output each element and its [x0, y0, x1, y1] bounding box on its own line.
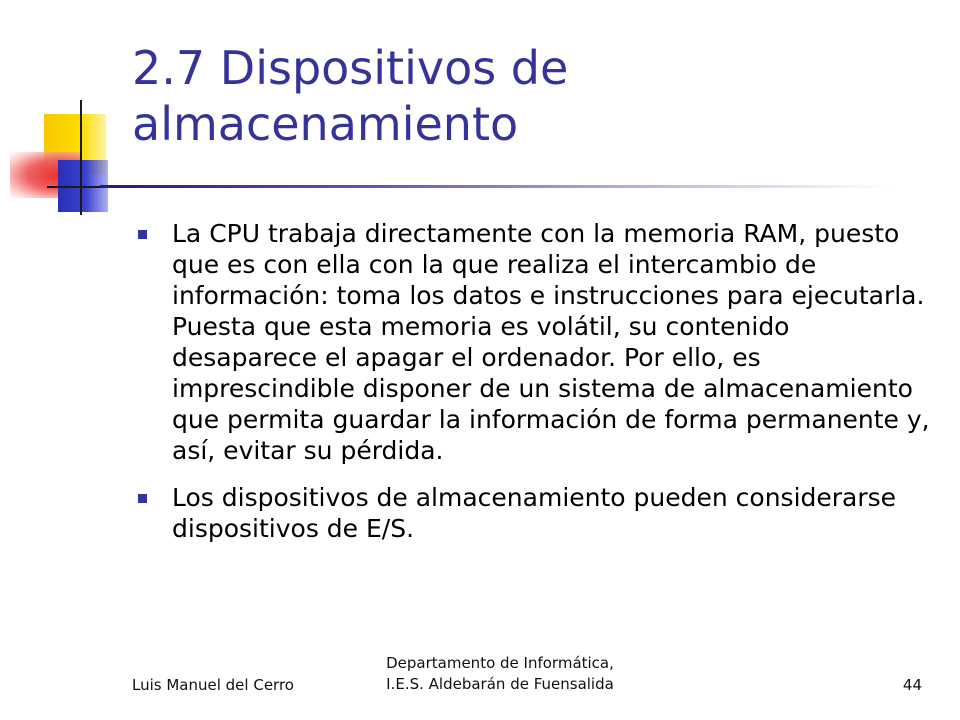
title-divider — [100, 185, 890, 188]
square-bullet-icon — [138, 494, 147, 503]
bullet-text: Los dispositivos de almacenamiento pueden considerarse dispositivos de E/S. — [172, 483, 897, 543]
slide-title: 2.7 Dispositivos de almacenamiento — [132, 41, 569, 151]
bullet-item — [130, 482, 930, 544]
footer-department — [330, 653, 670, 695]
footer — [0, 648, 960, 708]
bullet-list — [130, 218, 930, 560]
footer-school-line: I.E.S. Aldebarán de Fuensalida — [386, 675, 614, 693]
decorative-logo — [0, 0, 140, 230]
footer-author: Luis Manuel del Cerro — [132, 676, 294, 694]
page-number: 44 — [902, 676, 922, 694]
bullet-item — [130, 218, 930, 466]
bullet-text: La CPU trabaja directamente con la memoria RAM, puesto que es con ella con la que realiza el intercambio de información: toma los datos e instrucciones para ejecutarla. Puesta que esta memoria es volátil, su contenido desaparece el apagar el ordenador. Por ello, es imprescindible disponer de un sistema de almacenamiento que permita guardar la información de forma permanente y, así, evitar su pérdida. — [172, 219, 930, 465]
logo-vertical-line — [80, 100, 82, 215]
square-bullet-icon — [138, 230, 147, 239]
footer-department-line: Departamento de Informática, — [386, 654, 614, 672]
